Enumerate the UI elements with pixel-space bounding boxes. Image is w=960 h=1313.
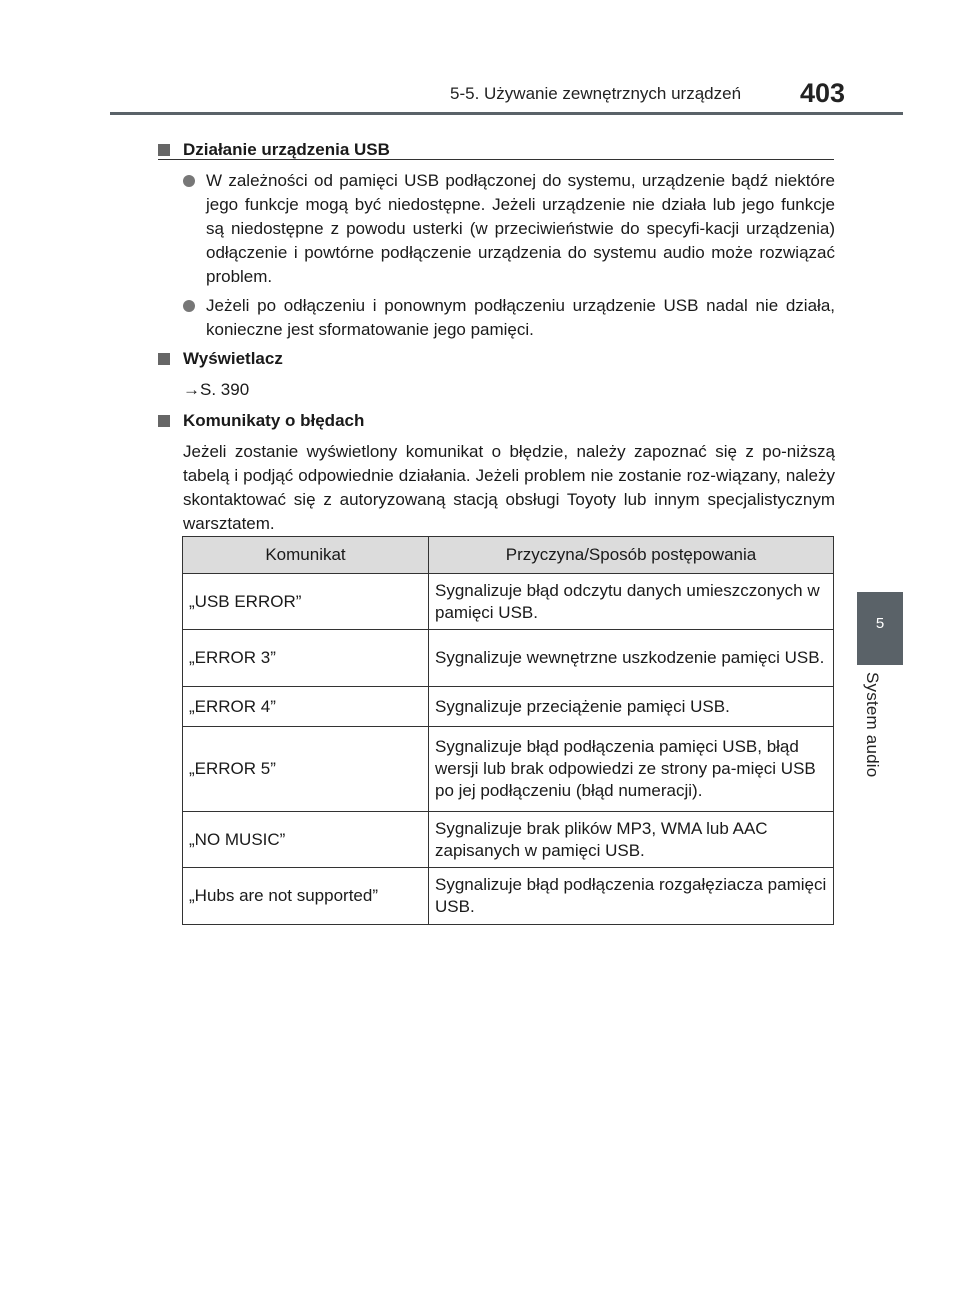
column-header: Przyczyna/Sposób postępowania (429, 537, 834, 574)
header-rule (110, 112, 903, 115)
cause-cell: Sygnalizuje brak plików MP3, WMA lub AAC zapisanych w pamięci USB. (429, 812, 834, 868)
message-cell: „ERROR 3” (183, 630, 429, 687)
page-number: 403 (800, 78, 846, 108)
cause-cell: Sygnalizuje przeciążenie pamięci USB. (429, 687, 834, 727)
table-row (183, 630, 834, 687)
errors-heading: Komunikaty o błędach (157, 409, 835, 433)
cause-cell: Sygnalizuje wewnętrzne uszkodzenie pamięci USB. (429, 630, 834, 687)
column-header: Komunikat (183, 537, 429, 574)
table-row (183, 868, 834, 925)
table-row (183, 812, 834, 868)
usb-heading: Działanie urządzenia USB (157, 138, 835, 162)
table-row (183, 727, 834, 812)
page-reference-link[interactable]: →S. 390 (183, 380, 250, 399)
section-title: 5-5. Używanie zewnętrznych urządzeń (450, 84, 742, 103)
usb-bullet-2: Jeżeli po odłączeniu i ponownym podłączeniu urządzenie USB nadal nie działa, konieczne jest sformatowanie jego pamięci. (157, 294, 835, 342)
table-header-row (183, 537, 834, 574)
chapter-label: System audio (863, 672, 882, 778)
cause-cell: Sygnalizuje błąd odczytu danych umieszczonych w pamięci USB. (429, 574, 834, 630)
circle-bullet-icon (183, 175, 195, 187)
square-bullet-icon (158, 415, 170, 427)
cause-cell: Sygnalizuje błąd podłączenia pamięci USB, błąd wersji lub brak odpowiedzi ze strony pa-mięci USB po jej podłączeniu (błąd numeracji). (429, 727, 834, 812)
message-cell: „ERROR 4” (183, 687, 429, 727)
square-bullet-icon (158, 144, 170, 156)
errors-intro: Jeżeli zostanie wyświetlony komunikat o błędzie, należy zapoznać się z po-niższą tabelą i podjąć odpowiednie działania. Jeżeli problem nie zostanie roz-wiązany, należy skontaktować się z autoryzowaną stacją obsługi Toyoty lub innym specjalistycznym warsztatem. (183, 442, 835, 533)
table-row (183, 574, 834, 630)
chapter-number: 5 (875, 615, 885, 632)
message-cell: „ERROR 5” (183, 727, 429, 812)
circle-bullet-icon (183, 300, 195, 312)
cause-cell: Sygnalizuje błąd podłączenia rozgałęziacza pamięci USB. (429, 868, 834, 925)
table-row (183, 687, 834, 727)
display-heading: Wyświetlacz (157, 347, 835, 371)
square-bullet-icon (158, 353, 170, 365)
message-cell: „USB ERROR” (183, 574, 429, 630)
message-cell: „NO MUSIC” (183, 812, 429, 868)
content (157, 138, 835, 541)
message-cell: „Hubs are not supported” (183, 868, 429, 925)
usb-bullet-1: W zależności od pamięci USB podłączonej do systemu, urządzenie bądź niektóre jego funkcje mogą być niedostępne. Jeżeli urządzenie nie działa lub jego funkcje są niedostępne z powodu usterki (w przeciwieństwie do specyfi-kacji urządzenia) odłączenie i powtórne podłączenie urządzenia do systemu audio może rozwiązać problem. (157, 169, 835, 289)
error-messages-table (182, 536, 834, 925)
